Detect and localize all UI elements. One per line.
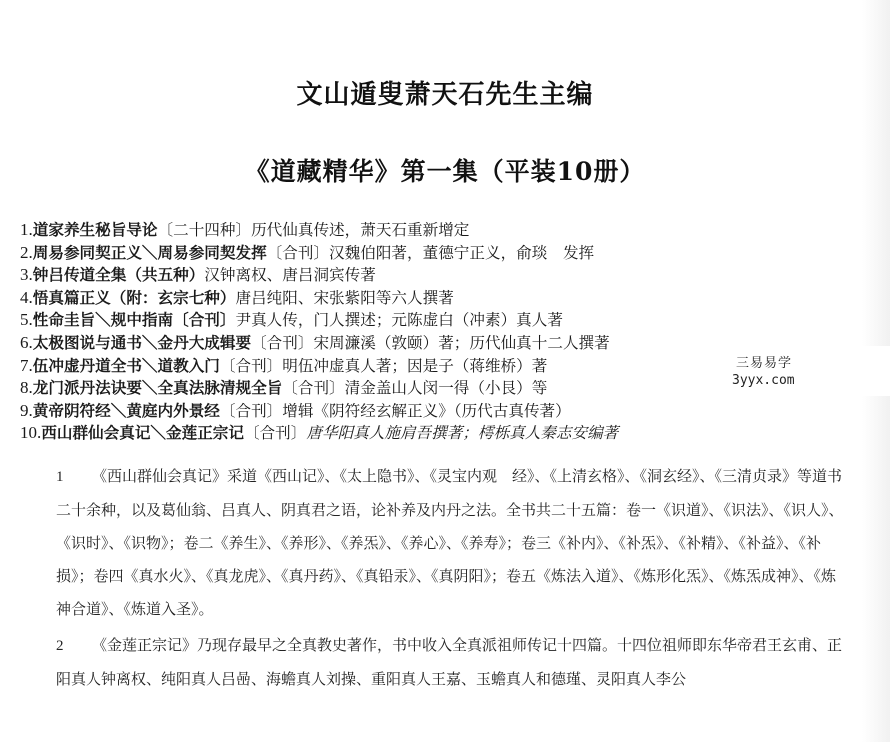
toc-title: 钟吕传道全集（共五种） [32, 265, 205, 285]
toc-item [20, 309, 720, 332]
toc-title: 性命圭旨＼规中指南〔合刊〕 [32, 310, 236, 330]
toc-description-authors: 唐华阳真人施肩吾撰著；樗栎真人秦志安编著 [306, 424, 619, 443]
toc-number: 7. [20, 355, 33, 375]
toc-description: 〔合刊〕汉魏伯阳著，董德宁正义，俞琰 发挥 [266, 243, 595, 262]
toc-title: 龙门派丹法诀要＼全真法脉清规全旨 [32, 378, 283, 398]
editor-heading: 文山遁叟萧天石先生主编 [296, 80, 594, 110]
toc-title: 西山群仙会真记＼金莲正宗记 [41, 423, 244, 443]
toc-number: 9. [20, 400, 33, 420]
toc-title: 周易参同契正义＼周易参同契发挥 [32, 242, 267, 262]
toc-description: 〔合刊〕 [243, 424, 307, 443]
toc-number: 1. [20, 220, 33, 239]
site-watermark [718, 346, 890, 396]
notes-section [56, 460, 846, 699]
note-text: 《西山群仙会真记》采道《西山记》、《太上隐书》、《灵宝内观 经》、《上清玄格》、《洞玄经》、《三清贞录》等道书二十余种，以及葛仙翁、吕真人、阴真君之语，论补养及内丹之法。全书共二十五篇：卷一《识道》、《识法》、《识人》、《识时》、《识物》；卷二《养生》、《养形》、《养炁》、《养心》、《养寿》；卷三《补内》、《补炁》、《补精》、《补益》、《补损》；卷四《真水火》、《真龙虎》、《真丹药》、《真铅汞》、《真阴阳》；卷五《炼法入道》、《炼形化炁》、《炼炁成神》、《炼神合道》、《炼道入圣》。 [56, 467, 844, 618]
note-paragraph [56, 460, 846, 626]
table-of-contents [20, 219, 720, 445]
toc-number: 6. [20, 332, 33, 352]
toc-description: 尹真人传，门人撰述；元陈虚白（冲素）真人著 [235, 311, 563, 330]
series-title: 《道藏精华》第一集（平装10册） [244, 157, 646, 186]
toc-item [20, 422, 720, 445]
toc-description: 〔二十四种〕历代仙真传述，萧天石重新增定 [157, 221, 470, 239]
toc-title: 黄帝阴符经＼黄庭内外景经 [32, 400, 220, 420]
toc-description: 〔合刊〕明伍冲虚真人著；因是子（蒋维桥）著 [219, 356, 548, 375]
toc-item [20, 377, 720, 400]
toc-item [20, 400, 720, 423]
toc-title: 悟真篇正义（附：玄宗七种） [32, 287, 236, 307]
watermark-name: 三易易学 [736, 356, 793, 371]
toc-description: 唐吕纯阳、宋张紫阳等六人撰著 [235, 288, 454, 307]
toc-item [20, 219, 720, 242]
watermark-url: 3yyx.com [732, 373, 795, 388]
toc-title: 道家养生秘旨导论 [32, 220, 158, 239]
note-number: 1 [56, 469, 64, 485]
note-text: 《金莲正宗记》乃现存最早之全真教史著作，书中收入全真派祖师传记十四篇。十四位祖师即东华帝君王玄甫、正阳真人钟离权、纯阳真人吕喦、海蟾真人刘操、重阳真人王嘉、玉蟾真人和德瑾、灵阳真人李公 [56, 636, 843, 688]
toc-number: 10. [20, 423, 42, 443]
note-paragraph [56, 629, 846, 696]
toc-description: 汉钟离权、唐吕洞宾传著 [204, 266, 376, 285]
toc-item [20, 287, 720, 310]
note-number: 2 [56, 638, 64, 654]
toc-item [20, 264, 720, 287]
toc-number: 4. [20, 287, 33, 307]
toc-number: 2. [20, 242, 33, 262]
toc-description: 〔合刊〕宋周濂溪（敦颐）著；历代仙真十二人撰著 [251, 333, 610, 352]
toc-item [20, 242, 720, 265]
toc-number: 5. [20, 310, 33, 330]
toc-description: 〔合刊〕清金盖山人闵一得（小艮）等 [282, 379, 548, 398]
toc-item [20, 332, 720, 355]
toc-title: 太极图说与通书＼金丹大成辑要 [32, 332, 252, 352]
toc-description: 〔合刊〕增辑《阴符经玄解正义》（历代古真传著） [219, 401, 571, 420]
toc-title: 伍冲虚丹道全书＼道教入门 [32, 355, 220, 375]
toc-number: 8. [20, 378, 33, 398]
toc-number: 3. [20, 265, 33, 285]
toc-item [20, 355, 720, 378]
